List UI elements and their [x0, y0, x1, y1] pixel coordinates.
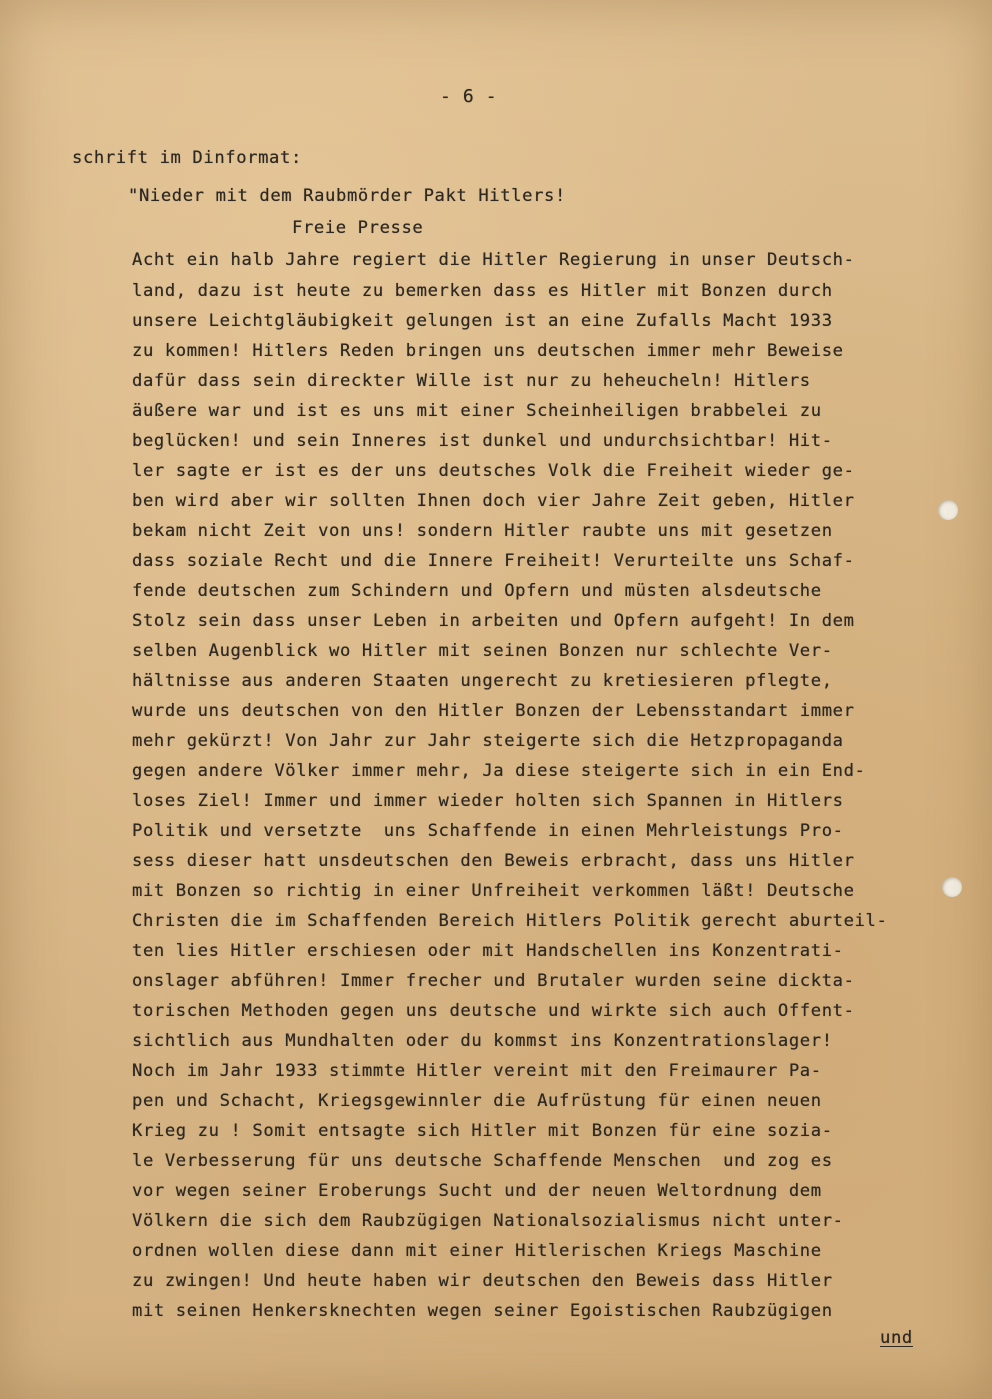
continuation-word: und [880, 1328, 913, 1348]
body-line: selben Augenblick wo Hitler mit seinen Bonzen nur schlechte Ver- [132, 641, 833, 661]
body-line: onslager abführen! Immer frecher und Brutaler wurden seine dickta- [132, 971, 855, 991]
body-line: mehr gekürzt! Von Jahr zur Jahr steigerte sich die Hetzpropaganda [132, 731, 844, 751]
body-line: unsere Leichtgläubigkeit gelungen ist an eine Zufalls Macht 1933 [132, 311, 833, 331]
body-line: beglücken! und sein Inneres ist dunkel und undurchsichtbar! Hit- [132, 431, 833, 451]
body-line: Politik und versetzte uns Schaffende in einen Mehrleistungs Pro- [132, 821, 844, 841]
body-line: hältnisse aus anderen Staaten ungerecht zu kretiesieren pflegte, [132, 671, 833, 691]
body-line: dafür dass sein direckter Wille ist nur zu heheucheln! Hitlers [132, 371, 811, 391]
body-line: zu kommen! Hitlers Reden bringen uns deutschen immer mehr Beweise [132, 341, 844, 361]
body-line: mit Bonzen so richtig in einer Unfreiheit verkommen läßt! Deutsche [132, 881, 855, 901]
headline: "Nieder mit dem Raubmörder Pakt Hitlers! [128, 186, 566, 206]
body-line: sichtlich aus Mundhalten oder du kommst ins Konzentrationslager! [132, 1031, 833, 1051]
body-line: torischen Methoden gegen uns deutsche und wirkte sich auch Offent- [132, 1001, 855, 1021]
body-line: ler sagte er ist es der uns deutsches Volk die Freiheit wieder ge- [132, 461, 855, 481]
body-line: mit seinen Henkersknechten wegen seiner Egoistischen Raubzügigen [132, 1301, 833, 1321]
body-line: Christen die im Schaffenden Bereich Hitlers Politik gerecht aburteil- [132, 911, 888, 931]
body-line: Noch im Jahr 1933 stimmte Hitler vereint mit den Freimaurer Pa- [132, 1061, 822, 1081]
body-line: ben wird aber wir sollten Ihnen doch vier Jahre Zeit geben, Hitler [132, 491, 855, 511]
body-line: Völkern die sich dem Raubzügigen Nationalsozialismus nicht unter- [132, 1211, 844, 1231]
body-line: gegen andere Völker immer mehr, Ja diese steigerte sich in ein End- [132, 761, 866, 781]
intro-line: schrift im Dinformat: [72, 148, 302, 168]
body-line: le Verbesserung für uns deutsche Schaffende Menschen und zog es [132, 1151, 833, 1171]
body-line: Acht ein halb Jahre regiert die Hitler Regierung in unser Deutsch- [132, 250, 855, 270]
body-line: ordnen wollen diese dann mit einer Hitlerischen Kriegs Maschine [132, 1241, 822, 1261]
body-line: Krieg zu ! Somit entsagte sich Hitler mit Bonzen für eine sozia- [132, 1121, 833, 1141]
body-line: vor wegen seiner Eroberungs Sucht und der neuen Weltordnung dem [132, 1181, 822, 1201]
body-line: äußere war und ist es uns mit einer Scheinheiligen brabbelei zu [132, 401, 822, 421]
punch-hole [938, 500, 958, 520]
body-line: ten lies Hitler erschiesen oder mit Handschellen ins Konzentrati- [132, 941, 844, 961]
masthead-title: Freie Presse [292, 218, 424, 238]
body-line: pen und Schacht, Kriegsgewinnler die Aufrüstung für einen neuen [132, 1091, 822, 1111]
body-line: fende deutschen zum Schindern und Opfern und müsten alsdeutsche [132, 581, 822, 601]
body-line: Stolz sein dass unser Leben in arbeiten und Opfern aufgeht! In dem [132, 611, 855, 631]
body-line: bekam nicht Zeit von uns! sondern Hitler raubte uns mit gesetzen [132, 521, 833, 541]
punch-hole [942, 877, 962, 897]
body-line: wurde uns deutschen von den Hitler Bonzen der Lebensstandart immer [132, 701, 855, 721]
body-line: dass soziale Recht und die Innere Freiheit! Verurteilte uns Schaf- [132, 551, 855, 571]
body-line: loses Ziel! Immer und immer wieder holten sich Spannen in Hitlers [132, 791, 844, 811]
page-number: - 6 - [440, 86, 498, 107]
body-line: zu zwingen! Und heute haben wir deutschen den Beweis dass Hitler [132, 1271, 833, 1291]
body-line: sess dieser hatt unsdeutschen den Beweis erbracht, dass uns Hitler [132, 851, 855, 871]
body-line: land, dazu ist heute zu bemerken dass es Hitler mit Bonzen durch [132, 281, 833, 301]
